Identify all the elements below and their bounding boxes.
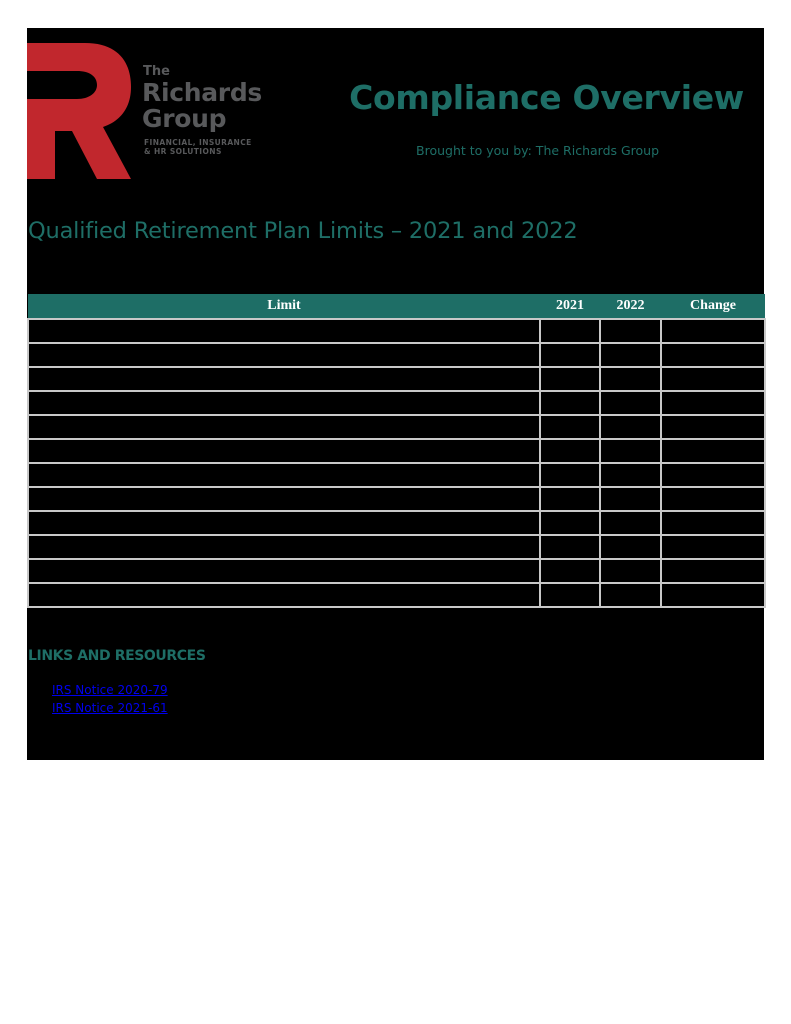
table-cell — [600, 583, 661, 607]
table-cell — [540, 367, 600, 391]
logo-tagline-line1: FINANCIAL, INSURANCE — [144, 138, 252, 147]
table-cell — [540, 511, 600, 535]
table-cell — [661, 487, 765, 511]
table-cell — [540, 343, 600, 367]
table-row — [28, 391, 765, 415]
table-row — [28, 583, 765, 607]
table-cell — [540, 415, 600, 439]
table-row — [28, 343, 765, 367]
logo-tagline — [144, 138, 252, 156]
table-row — [28, 559, 765, 583]
table-cell — [540, 439, 600, 463]
table-cell — [661, 391, 765, 415]
table-row — [28, 487, 765, 511]
table-cell — [661, 583, 765, 607]
table-cell — [600, 511, 661, 535]
table-cell — [28, 559, 540, 583]
r-logo-mark-icon — [27, 43, 133, 179]
table-cell — [28, 439, 540, 463]
table-cell — [540, 583, 600, 607]
table-cell — [28, 415, 540, 439]
table-cell — [540, 319, 600, 343]
table-cell — [661, 559, 765, 583]
table-cell — [28, 535, 540, 559]
table-cell — [661, 439, 765, 463]
table-cell — [28, 319, 540, 343]
table-cell — [661, 367, 765, 391]
document-page — [27, 28, 764, 760]
table-cell — [600, 319, 661, 343]
document-title: Compliance Overview — [349, 78, 744, 117]
irs-notice-2020-79-link[interactable]: IRS Notice 2020-79 — [52, 683, 168, 697]
table-cell — [540, 391, 600, 415]
logo-text-group: Group — [142, 104, 227, 133]
richards-group-logo — [27, 43, 287, 181]
byline: Brought to you by: The Richards Group — [416, 143, 660, 158]
logo-text-the: The — [143, 64, 170, 79]
table-row — [28, 535, 765, 559]
table-cell — [540, 487, 600, 511]
column-header-limit: Limit — [28, 294, 540, 319]
table-row — [28, 319, 765, 343]
logo-tagline-line2: & HR SOLUTIONS — [144, 147, 222, 156]
table-cell — [600, 463, 661, 487]
table-body — [28, 319, 765, 607]
table-cell — [600, 367, 661, 391]
table-cell — [540, 535, 600, 559]
column-header-2021: 2021 — [540, 294, 600, 319]
table-header-row — [28, 294, 765, 319]
table-cell — [540, 463, 600, 487]
column-header-change: Change — [661, 294, 765, 319]
table-cell — [661, 415, 765, 439]
table-cell — [600, 343, 661, 367]
table-cell — [600, 391, 661, 415]
table-cell — [28, 511, 540, 535]
table-cell — [661, 463, 765, 487]
table-cell — [661, 511, 765, 535]
table-cell — [600, 487, 661, 511]
table-cell — [600, 559, 661, 583]
table-cell — [28, 391, 540, 415]
table-cell — [661, 319, 765, 343]
table-cell — [600, 415, 661, 439]
table-row — [28, 415, 765, 439]
table-cell — [600, 535, 661, 559]
table-cell — [661, 535, 765, 559]
table-cell — [540, 559, 600, 583]
links-heading: LINKS AND RESOURCES — [28, 648, 206, 664]
table-row — [28, 463, 765, 487]
table-cell — [28, 367, 540, 391]
table-row — [28, 439, 765, 463]
irs-notice-2021-61-link[interactable]: IRS Notice 2021-61 — [52, 701, 168, 715]
table-cell — [600, 439, 661, 463]
table-row — [28, 511, 765, 535]
table-cell — [28, 463, 540, 487]
retirement-limits-table — [27, 294, 766, 608]
logo-text-richards: Richards — [142, 78, 263, 107]
column-header-2022: 2022 — [600, 294, 661, 319]
table-cell — [28, 487, 540, 511]
table-cell — [28, 343, 540, 367]
table-cell — [661, 343, 765, 367]
table-row — [28, 367, 765, 391]
table-cell — [28, 583, 540, 607]
section-title: Qualified Retirement Plan Limits – 2021 and 2022 — [28, 218, 578, 244]
